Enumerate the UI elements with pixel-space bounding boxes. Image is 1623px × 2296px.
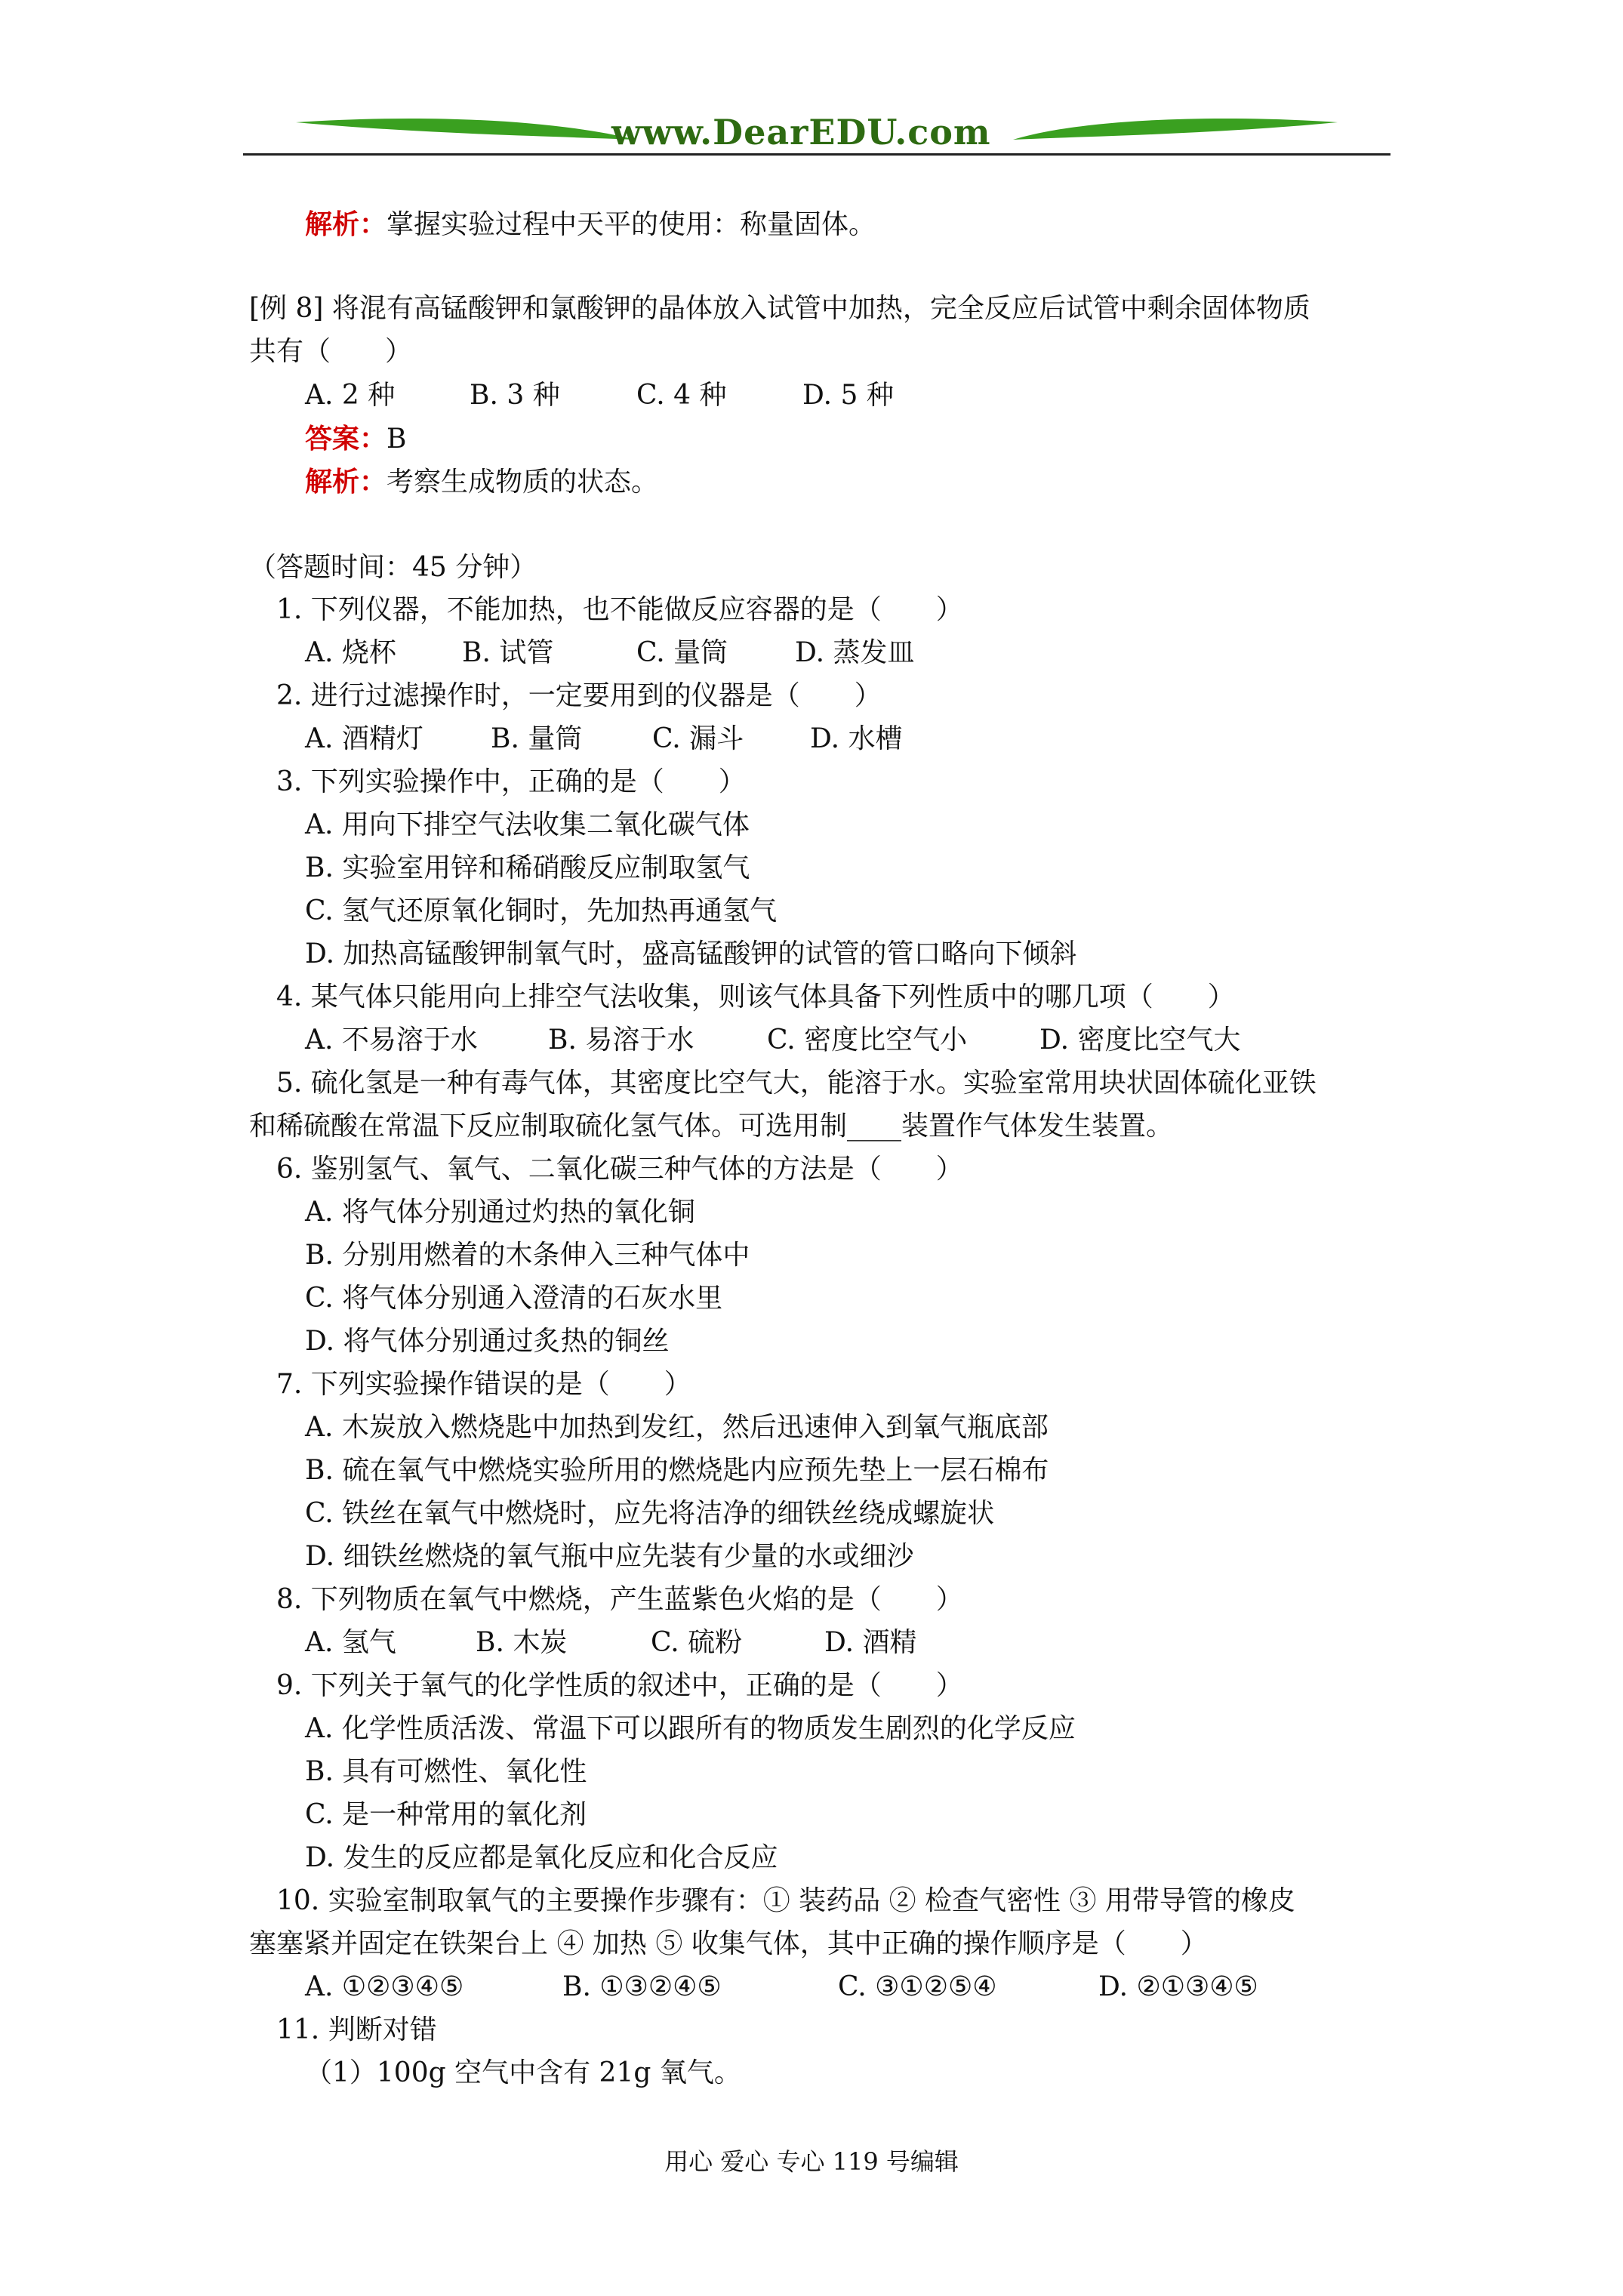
q9-option-c: C. 是一种常用的氧化剂 — [305, 1799, 587, 1830]
analysis-text: 掌握实验过程中天平的使用：称量固体。 — [387, 209, 876, 240]
example8-option-c: C. 4 种 — [636, 380, 727, 411]
q9-option-b: B. 具有可燃性、氧化性 — [305, 1756, 587, 1787]
q1-option-a: A. 烧杯 — [305, 637, 396, 668]
q10-option-c: C. ③①②⑤④ — [838, 1971, 997, 2002]
intro-analysis — [305, 208, 876, 242]
q9-option-d: D. 发生的反应都是氧化反应和化合反应 — [305, 1842, 778, 1873]
q8-option-c: C. 硫粉 — [651, 1627, 743, 1658]
example8-option-b: B. 3 种 — [470, 380, 560, 411]
q7-option-d: D. 细铁丝燃烧的氧气瓶中应先装有少量的水或细沙 — [305, 1541, 914, 1572]
example8-option-a: A. 2 种 — [305, 380, 396, 411]
q4-option-d: D. 密度比空气大 — [1039, 1025, 1241, 1056]
q1-option-b: B. 试管 — [462, 637, 554, 668]
example8-line1: [例 8] 将混有高锰酸钾和氯酸钾的晶体放入试管中加热，完全反应后试管中剩余固体物质 — [249, 293, 1310, 324]
analysis-label: 解析： — [305, 466, 387, 498]
q2-stem: 2. 进行过滤操作时，一定要用到的仪器是（ ） — [276, 680, 882, 711]
q9-option-a: A. 化学性质活泼、常温下可以跟所有的物质发生剧烈的化学反应 — [305, 1713, 1076, 1744]
right-swoosh-icon — [1013, 119, 1338, 140]
q10-line2: 塞塞紧并固定在铁架台上 ④ 加热 ⑤ 收集气体，其中正确的操作顺序是（ ） — [249, 1928, 1208, 1959]
q8-option-b: B. 木炭 — [476, 1627, 568, 1658]
left-swoosh-icon — [296, 119, 636, 140]
q2-option-b: B. 量筒 — [491, 723, 583, 754]
q10-option-d: D. ②①③④⑤ — [1098, 1971, 1258, 2002]
example8-answer — [305, 422, 406, 456]
q11-sub1: （1）100g 空气中含有 21g 氧气。 — [305, 2057, 741, 2088]
answer-label: 答案： — [305, 423, 387, 455]
example8-line2: 共有（ ） — [249, 336, 413, 367]
q10-option-a: A. ①②③④⑤ — [305, 1971, 464, 2002]
q5-line2: 和稀硫酸在常温下反应制取硫化氢气体。可选用制____装置作气体发生装置。 — [249, 1111, 1174, 1142]
q7-option-b: B. 硫在氧气中燃烧实验所用的燃烧匙内应预先垫上一层石棉布 — [305, 1455, 1049, 1486]
q10-option-b: B. ①③②④⑤ — [562, 1971, 722, 2002]
q6-option-a: A. 将气体分别通过灼热的氧化铜 — [305, 1197, 695, 1228]
q10-line1: 10. 实验室制取氧气的主要操作步骤有：① 装药品 ② 检查气密性 ③ 用带导管的橡皮 — [276, 1885, 1295, 1916]
q2-option-d: D. 水槽 — [810, 723, 903, 754]
header-rule — [243, 153, 1390, 156]
q2-option-a: A. 酒精灯 — [305, 723, 423, 754]
q11-stem: 11. 判断对错 — [276, 2014, 437, 2045]
q4-option-c: C. 密度比空气小 — [767, 1025, 968, 1056]
q7-option-c: C. 铁丝在氧气中燃烧时，应先将洁净的细铁丝绕成螺旋状 — [305, 1498, 995, 1529]
q8-stem: 8. 下列物质在氧气中燃烧，产生蓝紫色火焰的是（ ） — [276, 1584, 963, 1615]
q1-option-c: C. 量筒 — [636, 637, 728, 668]
q3-option-a: A. 用向下排空气法收集二氧化碳气体 — [305, 809, 750, 840]
q6-option-c: C. 将气体分别通入澄清的石灰水里 — [305, 1283, 723, 1314]
analysis-label: 解析： — [305, 208, 387, 240]
answer-value: B — [387, 424, 407, 455]
q1-stem: 1. 下列仪器，不能加热，也不能做反应容器的是（ ） — [276, 594, 963, 625]
logo-text: www.DearEDU.com — [611, 112, 991, 153]
q8-option-d: D. 酒精 — [824, 1627, 917, 1658]
q5-line1: 5. 硫化氢是一种有毒气体，其密度比空气大，能溶于水。实验室常用块状固体硫化亚铁 — [276, 1068, 1317, 1099]
q3-option-c: C. 氢气还原氧化铜时，先加热再通氢气 — [305, 895, 778, 926]
time-note: （答题时间：45 分钟） — [249, 552, 537, 583]
q7-stem: 7. 下列实验操作错误的是（ ） — [276, 1369, 691, 1400]
q6-option-d: D. 将气体分别通过炙热的铜丝 — [305, 1326, 670, 1357]
q8-option-a: A. 氢气 — [305, 1627, 396, 1658]
q3-option-d: D. 加热高锰酸钾制氧气时，盛高锰酸钾的试管的管口略向下倾斜 — [305, 938, 1077, 969]
q7-option-a: A. 木炭放入燃烧匙中加热到发红，然后迅速伸入到氧气瓶底部 — [305, 1412, 1049, 1443]
q9-stem: 9. 下列关于氧气的化学性质的叙述中，正确的是（ ） — [276, 1670, 963, 1701]
example8-option-d: D. 5 种 — [802, 380, 894, 411]
page-footer: 用心 爱心 专心 119 号编辑 — [664, 2147, 959, 2176]
q2-option-c: C. 漏斗 — [652, 723, 744, 754]
q4-option-b: B. 易溶于水 — [548, 1025, 694, 1056]
analysis-text: 考察生成物质的状态。 — [387, 467, 659, 498]
q4-option-a: A. 不易溶于水 — [305, 1025, 478, 1056]
q3-option-b: B. 实验室用锌和稀硝酸反应制取氢气 — [305, 852, 750, 883]
q1-option-d: D. 蒸发皿 — [795, 637, 915, 668]
q6-option-b: B. 分别用燃着的木条伸入三种气体中 — [305, 1240, 750, 1271]
q6-stem: 6. 鉴别氢气、氧气、二氧化碳三种气体的方法是（ ） — [276, 1154, 963, 1185]
example8-analysis — [305, 465, 658, 499]
q4-stem: 4. 某气体只能用向上排空气法收集，则该气体具备下列性质中的哪几项（ ） — [276, 982, 1235, 1012]
q3-stem: 3. 下列实验操作中，正确的是（ ） — [276, 766, 746, 797]
